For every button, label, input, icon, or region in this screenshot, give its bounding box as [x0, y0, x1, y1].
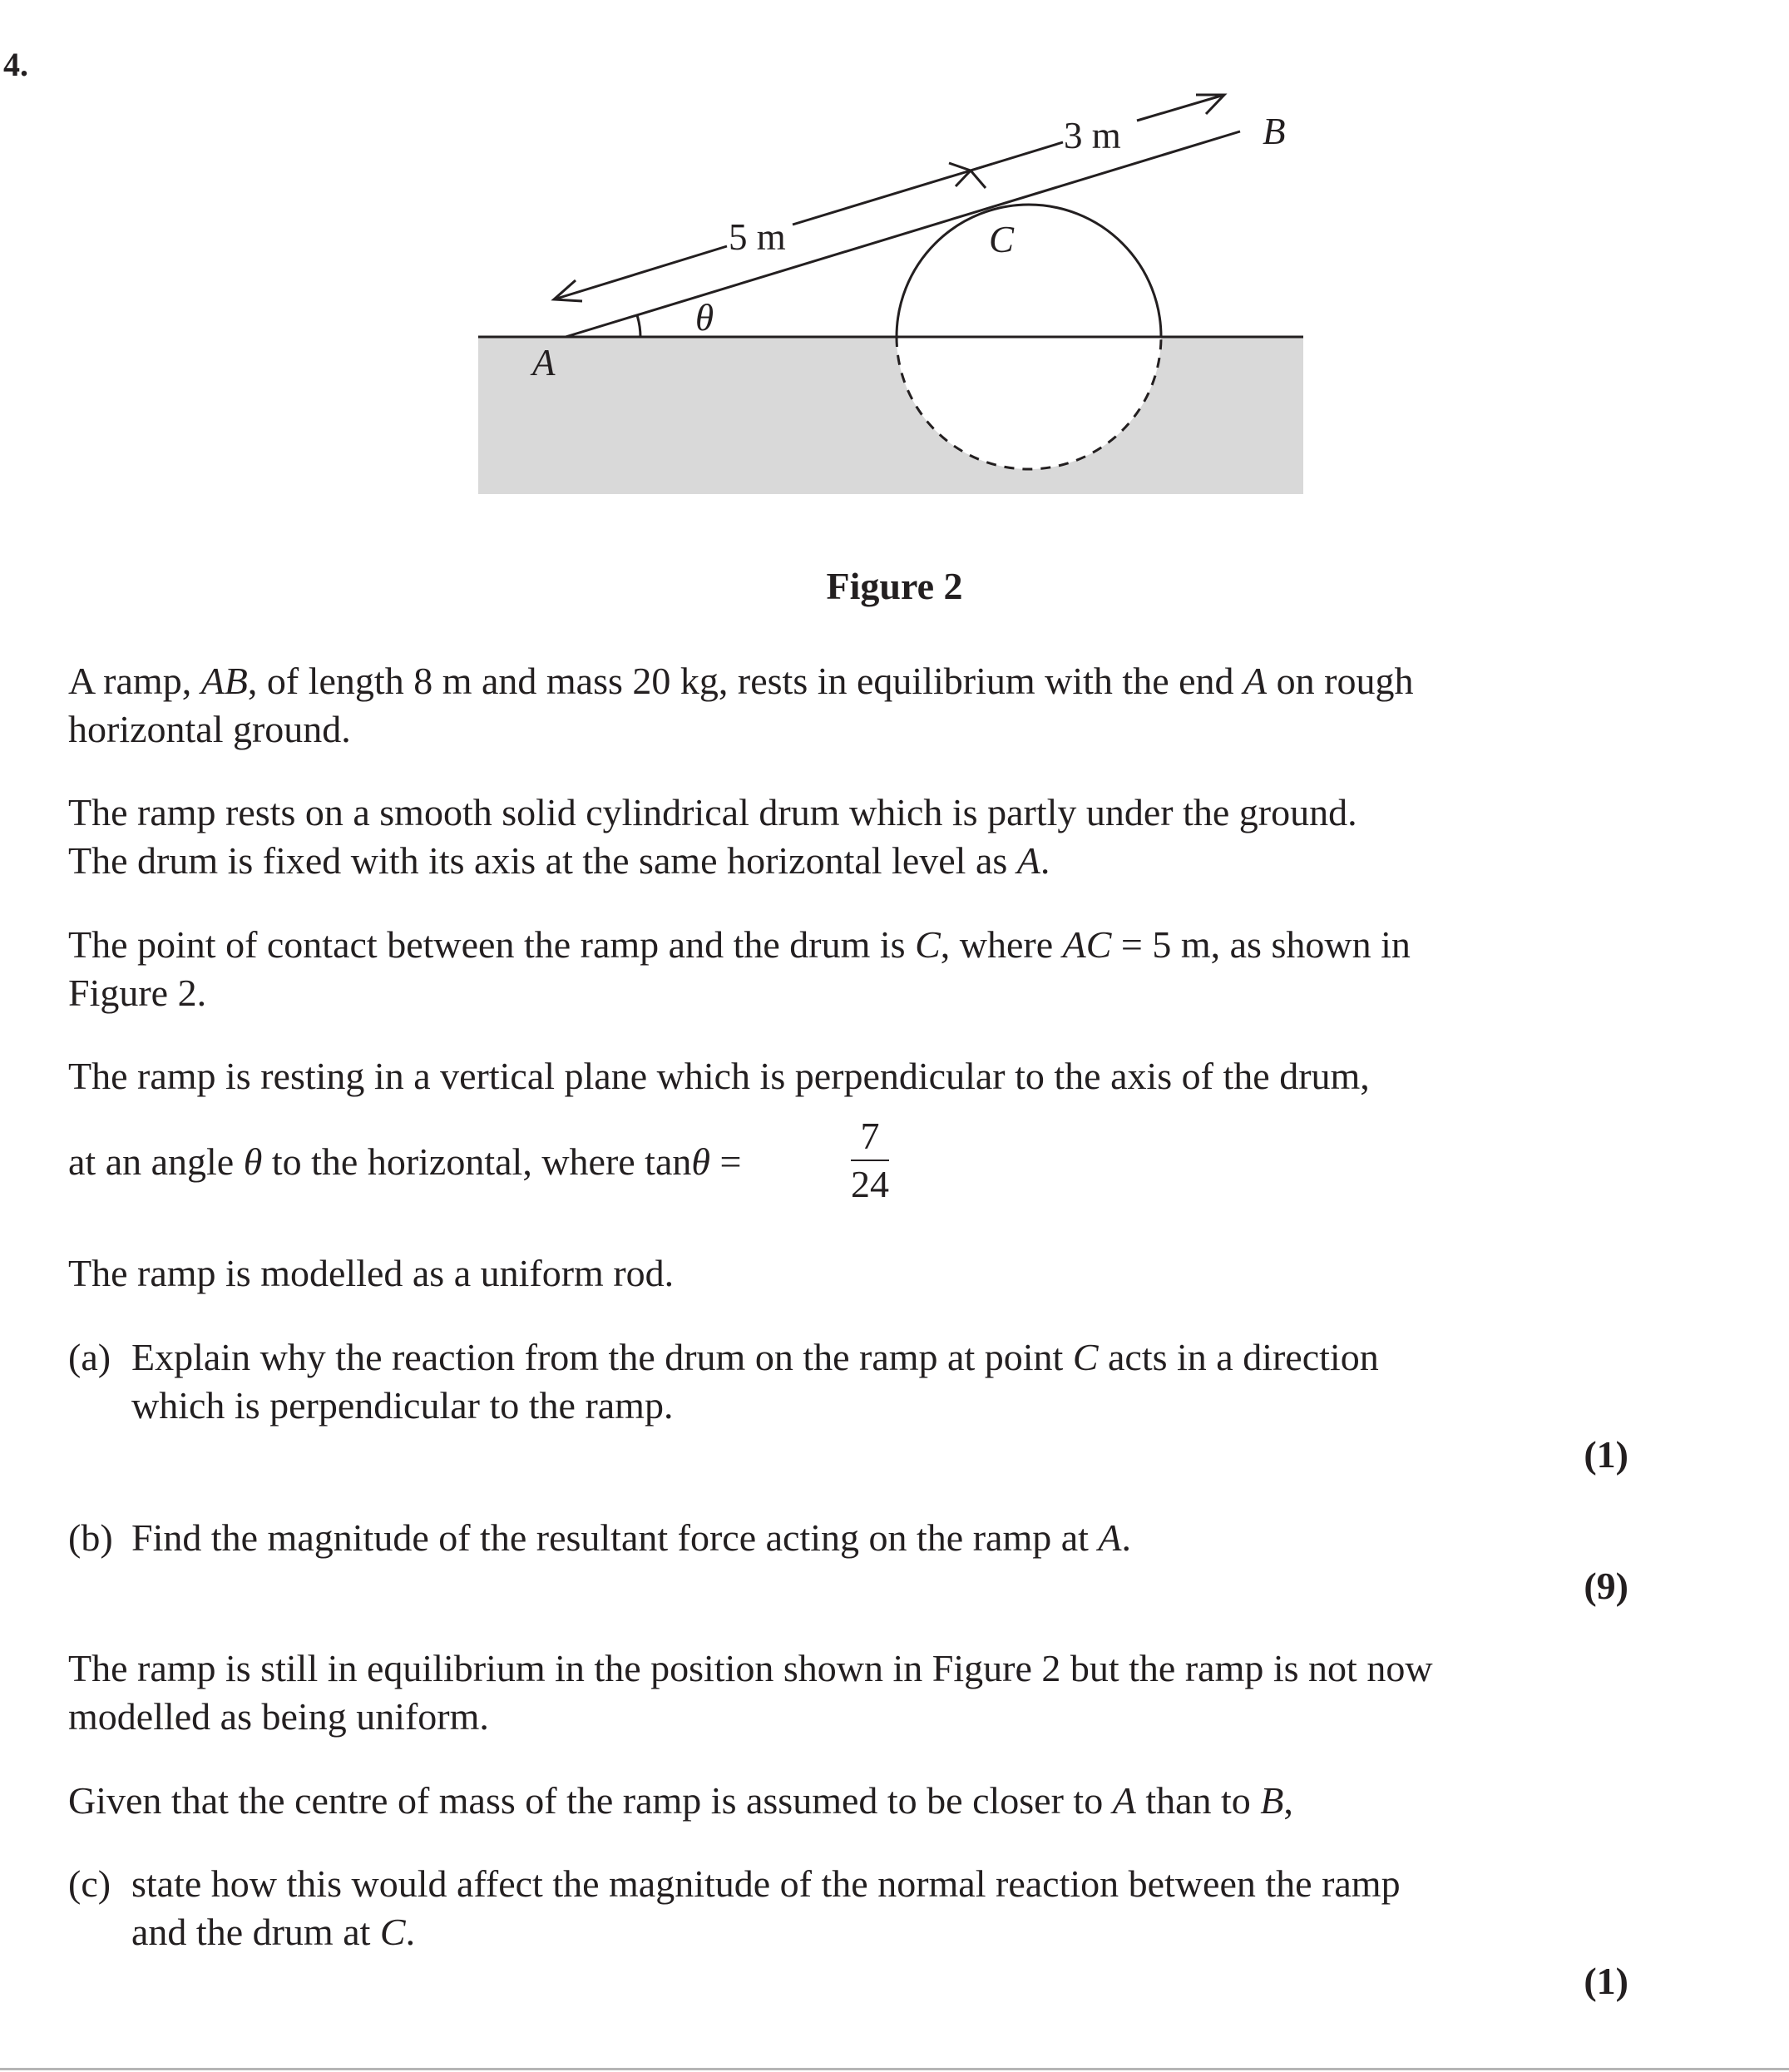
- paragraph-centre-of-mass: Given that the centre of mass of the ramp is assumed to be closer to A than to B,: [68, 1779, 1293, 1822]
- angle-arc: [637, 315, 640, 337]
- arrowhead-c-from-b: [971, 164, 992, 188]
- part-c: [68, 1860, 1615, 1960]
- paragraph-drum-description: The ramp rests on a smooth solid cylindrical drum which is partly under the ground. The drum is fixed with its axis at the same horizontal level as A.: [68, 791, 1357, 882]
- page-bottom-rule: [0, 2068, 1789, 2070]
- fraction-denominator: 24: [851, 1163, 889, 1205]
- part-a-label: (a): [68, 1336, 111, 1378]
- label-c: C: [989, 219, 1015, 260]
- fraction-numerator: 7: [851, 1113, 889, 1161]
- figure-caption: Figure 2: [826, 565, 963, 607]
- ground-region: [478, 337, 1303, 494]
- ramp-line: [566, 131, 1240, 337]
- part-b-text: Find the magnitude of the resultant force acting on the ramp at A.: [131, 1516, 1132, 1559]
- part-b-marks: (9): [1584, 1565, 1628, 1607]
- tan-fraction: [851, 1113, 889, 1208]
- part-c-text: state how this would affect the magnitude of the normal reaction between the ramp and the drum at C.: [131, 1862, 1401, 1953]
- label-3m: 3 m: [1064, 115, 1121, 156]
- paragraph-model: The ramp is modelled as a uniform rod.: [68, 1252, 675, 1294]
- label-5m: 5 m: [729, 216, 786, 258]
- paragraph-angle: The ramp is resting in a vertical plane which is perpendicular to the axis of the drum,: [68, 1055, 1370, 1097]
- figure-2-diagram: [0, 0, 1789, 616]
- part-a-marks: (1): [1584, 1433, 1628, 1476]
- label-b: B: [1263, 111, 1286, 152]
- paragraph-angle-tan: at an angle θ to the horizontal, where tanθ = $\frac{7}{24}$: [68, 1113, 1615, 1161]
- part-c-marks: (1): [1584, 1960, 1628, 2002]
- question-number: 4.: [3, 46, 28, 83]
- part-a-text: Explain why the reaction from the drum on the ramp at point C acts in a direction which is perpendicular to the ramp.: [131, 1336, 1379, 1427]
- paragraph-contact-point: The point of contact between the ramp and the drum is C, where AC = 5 m, as shown in Figure 2.: [68, 923, 1411, 1014]
- part-b: [68, 1514, 1615, 1564]
- part-c-label: (c): [68, 1862, 111, 1905]
- figure-2: [0, 0, 1789, 616]
- paragraph-ramp-description: A ramp, AB, of length 8 m and mass 20 kg, rests in equilibrium with the end A on rough horizontal ground.: [68, 660, 1414, 750]
- dim-line-ac-left: [554, 246, 727, 299]
- dim-line-ac-right: [793, 171, 971, 225]
- paragraph-non-uniform: The ramp is still in equilibrium in the position shown in Figure 2 but the ramp is not now modelled as being uniform.: [68, 1647, 1433, 1738]
- part-b-label: (b): [68, 1516, 113, 1559]
- label-a: A: [532, 342, 556, 383]
- arrowhead-b: [1196, 95, 1224, 114]
- part-a: [68, 1333, 1615, 1433]
- label-theta: θ: [695, 297, 714, 339]
